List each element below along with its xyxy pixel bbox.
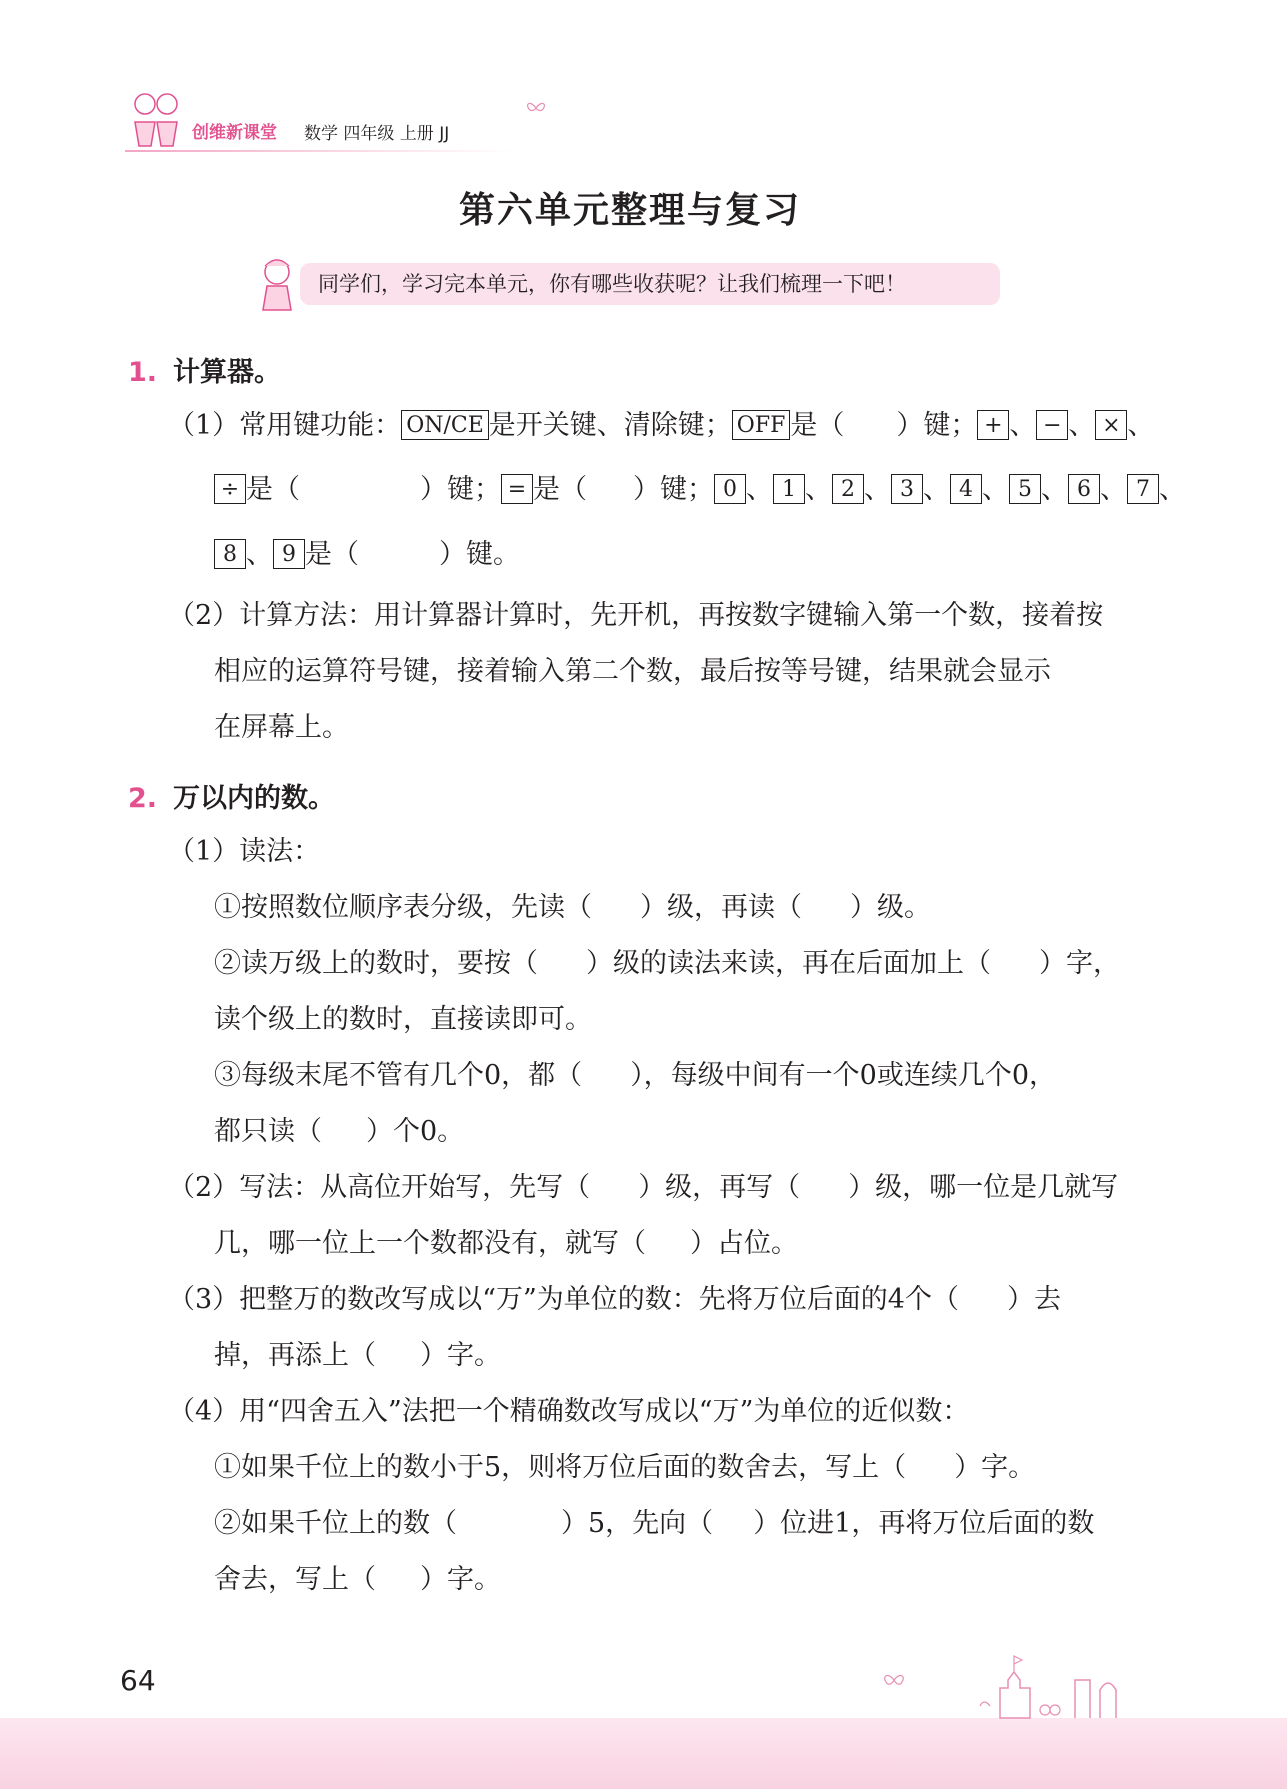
reading-rule-3: [214, 1056, 1056, 1096]
text: 计算方法：用计算器计算时，先开机，再按数字键输入第一个数，接着按: [239, 600, 1104, 631]
reading-label: （1）读法：: [168, 836, 321, 867]
text: ）字。: [420, 1340, 501, 1371]
separator: 、: [1100, 474, 1127, 505]
text: ）级，再读（: [640, 892, 802, 923]
text: （2）写法：从高位开始写，先写（: [168, 1172, 591, 1203]
text: ）级。: [850, 892, 931, 923]
calc-method-line-3: 在屏幕上。: [214, 712, 349, 743]
key-digit-3: 3: [891, 474, 923, 504]
reading-rule-1: [214, 888, 931, 928]
text: 是开关键、清除键；: [488, 410, 732, 441]
page-title: 第六单元整理与复习: [458, 190, 801, 231]
separator: 、: [805, 474, 832, 505]
tip-banner: 同学们，学习完本单元，你有哪些收获呢？让我们梳理一下吧！: [300, 263, 1000, 305]
text: ②读万级上的数时，要按（: [214, 948, 538, 979]
text: 是（: [533, 474, 587, 505]
text: ）字。: [420, 1564, 501, 1595]
text: ①按照数位顺序表分级，先读（: [214, 892, 592, 923]
header-divider: [125, 150, 515, 152]
text: ）级的读法来读，再在后面加上（: [586, 948, 991, 979]
text: ）个0。: [366, 1116, 465, 1147]
text: 都只读（: [214, 1116, 322, 1147]
text: ）键；: [420, 474, 501, 505]
girl-mascot-icon: [255, 256, 299, 314]
key-off: OFF: [732, 410, 791, 440]
separator: 、: [746, 474, 773, 505]
separator: 、: [246, 539, 273, 570]
calc-method-line-2: 相应的运算符号键，接着输入第二个数，最后按等号键，结果就会显示: [214, 656, 1051, 687]
writing-rule: [168, 1168, 1118, 1208]
item-label: （2）: [168, 600, 240, 631]
text: ）字，: [1039, 948, 1120, 979]
children-mascot-icon: [125, 88, 187, 152]
footer-band: [0, 1718, 1287, 1789]
separator: 、: [1041, 474, 1068, 505]
key-digit-4: 4: [950, 474, 982, 504]
text: ）去: [1006, 1284, 1061, 1315]
key-times: ×: [1095, 410, 1127, 440]
subject-label: 数学 四年级 上册 JJ: [304, 124, 450, 144]
separator: 、: [864, 474, 891, 505]
separator: 、: [1009, 410, 1037, 441]
text: 常用键功能：: [239, 410, 402, 441]
page-number: 64: [120, 1664, 156, 1697]
key-digit-9: 9: [273, 539, 305, 569]
text: 是（: [305, 539, 359, 570]
rounding-case-2-cont: [214, 1560, 501, 1600]
rounding-case-1: [214, 1448, 1035, 1488]
butterfly-icon: [525, 100, 547, 116]
text: （3）把整万的数改写成以“万”为单位的数：先将万位后面的4个（: [168, 1284, 959, 1315]
key-digit-5: 5: [1009, 474, 1041, 504]
separator: 、: [1068, 410, 1096, 441]
text: ）字。: [954, 1452, 1036, 1483]
calculator-keys-line-3: [214, 535, 520, 575]
reading-rule-2-cont: 读个级上的数时，直接读即可。: [214, 1004, 592, 1035]
separator: 、: [1127, 410, 1155, 441]
text: ）级，再写（: [638, 1172, 801, 1203]
calc-method-line-1: [168, 596, 1103, 636]
key-on-ce: ON/CE: [401, 410, 489, 440]
item-label: （1）: [168, 410, 240, 441]
text: ），每级中间有一个0或连续几个0，: [630, 1060, 1057, 1091]
key-digit-1: 1: [773, 474, 805, 504]
separator: 、: [923, 474, 950, 505]
separator: 、: [982, 474, 1009, 505]
calculator-keys-line-1: [168, 406, 1154, 446]
text: ）键。: [439, 539, 520, 570]
text: ③每级末尾不管有几个0，都（: [214, 1060, 583, 1091]
rewrite-rule-cont: [214, 1336, 501, 1376]
text: ）5，先向（: [561, 1508, 714, 1539]
text: 几，哪一位上一个数都没有，就写（: [214, 1228, 646, 1259]
key-digit-7: 7: [1127, 474, 1159, 504]
text: ）位进1，再将万位后面的数: [753, 1508, 1095, 1539]
key-divide: ÷: [214, 474, 246, 504]
writing-rule-cont: [214, 1224, 798, 1264]
text: 舍去，写上（: [214, 1564, 376, 1595]
key-digit-8: 8: [214, 539, 246, 569]
section-number: 2.: [128, 783, 158, 814]
section-1-heading: [128, 350, 281, 389]
key-digit-0: 0: [714, 474, 746, 504]
section-number: 1.: [128, 357, 158, 388]
key-digit-6: 6: [1068, 474, 1100, 504]
rewrite-rule: [168, 1280, 1061, 1320]
rounding-rule: （4）用“四舍五入”法把一个精确数改写成以“万”为单位的近似数：: [168, 1396, 970, 1427]
reading-rule-2: [214, 944, 1120, 984]
text: ）占位。: [690, 1228, 798, 1259]
text: ）键；: [896, 410, 978, 441]
section-title: 计算器。: [173, 357, 282, 388]
key-plus: +: [977, 410, 1009, 440]
text: ）键；: [633, 474, 714, 505]
section-title: 万以内的数。: [173, 783, 336, 814]
text: ②如果千位上的数（: [214, 1508, 457, 1539]
text: 掉，再添上（: [214, 1340, 376, 1371]
key-equals: =: [501, 474, 533, 504]
section-2-heading: [128, 776, 335, 815]
separator: 、: [1159, 474, 1186, 505]
text: ）级，哪一位是几就写: [848, 1172, 1119, 1203]
rounding-case-2: [214, 1504, 1094, 1544]
key-minus: −: [1036, 410, 1068, 440]
castle-decoration-icon: [880, 1650, 1170, 1720]
reading-rule-3-cont: [214, 1112, 464, 1152]
brand-name: 创维新课堂: [192, 123, 277, 143]
key-digit-2: 2: [832, 474, 864, 504]
calculator-keys-line-2: [214, 470, 1186, 510]
text: ①如果千位上的数小于5，则将万位后面的数舍去，写上（: [214, 1452, 907, 1483]
text: 是（: [246, 474, 300, 505]
text: 是（: [790, 410, 845, 441]
